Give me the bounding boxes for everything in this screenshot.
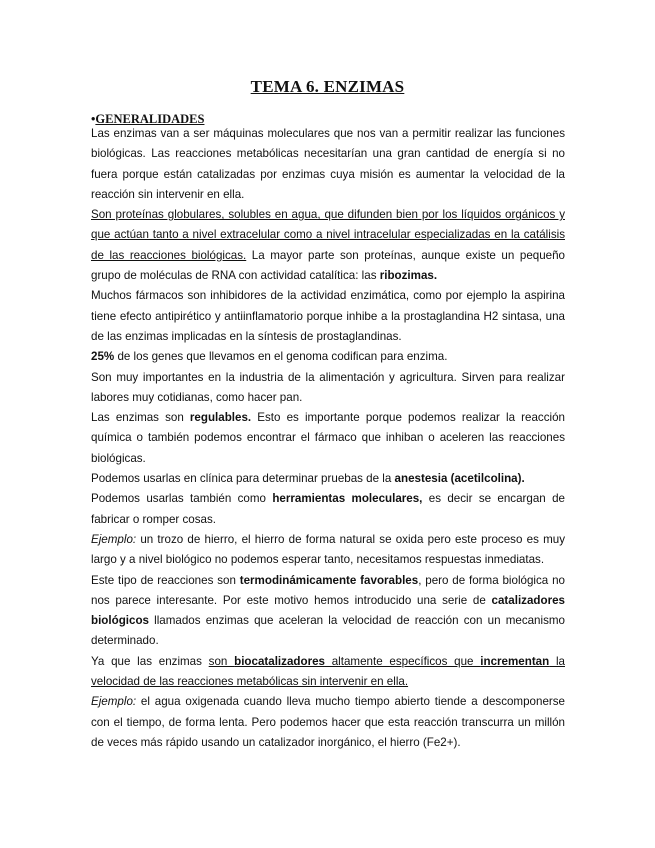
underlined-text: son [208,654,235,668]
paragraph-tools [91,489,565,530]
paragraph-text: Esto es importante porque podemos realizar la reacción química o también podemos encontrar el fármaco que inhiban o aceleren las reacciones biológicas. [91,411,565,465]
paragraph-text: el agua oxigenada cuando lleva mucho tiempo abierto tiende a descomponerse con el tiempo, de forma lenta. Pero podemos hacer que esta reacción transcurra un millón de veces más rápido usando un catalizador inorgánico, el hierro (Fe2+). [91,695,565,749]
paragraph-example-iron [91,530,565,571]
paragraph-biocatalysts [91,652,565,693]
paragraph-thermo [91,571,565,652]
bold-term: termodinámicamente favorables [239,573,419,587]
paragraph-text: Este tipo de reacciones son [91,573,240,587]
paragraph-example-peroxide [91,692,565,753]
underlined-text: altamente específicos que [324,654,481,668]
paragraph-text: llamados enzimas que aceleran la velocidad de reacción con un mecanismo determinado. [91,614,565,648]
paragraph-drugs [91,286,565,347]
bold-underlined-term: biocatalizadores [234,654,325,668]
paragraph-text: de los genes que llevamos en el genoma codifican para enzima. [114,350,448,364]
underlined-definition: Son proteínas globulares, solubles en agua, que difunden bien por los líquidos orgánicos y que actúan tanto a nivel extracelular como a nivel intracelular especializadas en la catálisis de las reacciones biológicas. [91,208,565,262]
paragraph-text: Son muy importantes en la industria de la alimentación y agricultura. Sirven para realizar labores muy cotidianas, como hacer pan. [91,370,565,404]
paragraph-text: Las enzimas son [91,411,190,425]
paragraph-text: Las enzimas van a ser máquinas moleculares que nos van a permitir realizar las funciones biológicas. Las reacciones metabólicas necesitarían una gran cantidad de energía si no fuera porque están catalizadas por enzimas cuya misión es aumentar la velocidad de la reacción sin intervenir en ella. [91,127,565,201]
paragraph-text: Podemos usarlas también como [91,492,273,506]
paragraph-text: Podemos usarlas en clínica para determinar pruebas de la [91,472,395,486]
bold-term: anestesia (acetilcolina). [394,472,525,486]
bold-underlined-term: incrementan [480,654,550,668]
paragraph-genes [91,347,565,367]
document-title: TEMA 6. ENZIMAS [250,77,405,96]
bullet-icon: • [91,112,96,126]
bold-term: herramientas moleculares, [272,492,423,506]
paragraph-proteins [91,205,565,286]
paragraph-text: Muchos fármacos son inhibidores de la actividad enzimática, como por ejemplo la aspirina tiene efecto antipirético y antiinflamatorio porque inhibe a la prostaglandina H2 sintasa, una de las enzimas implicadas en la síntesis de prostaglandinas. [91,289,565,343]
example-label: Ejemplo: [91,695,137,709]
section-label: GENERALIDADES [95,112,205,126]
paragraph-text: , pero de forma biológica no nos parece interesante. Por este motivo hemos introducido una serie de [91,573,565,607]
bold-term: regulables. [189,411,252,425]
paragraph-clinic [91,469,565,489]
paragraph-industry [91,368,565,409]
example-label: Ejemplo: [91,532,137,546]
document-body [91,124,565,753]
paragraph-text: Ya que las enzimas [91,654,209,668]
paragraph-text: un trozo de hierro, el hierro de forma natural se oxida pero este proceso es muy largo y a nivel biológico no podemos esperar tanto, necesitamos respuestas inmediatas. [91,532,565,567]
underlined-text: la velocidad de las reacciones metabólicas sin intervenir en ella. [91,654,565,689]
paragraph-text: La mayor parte son proteínas, aunque existe un pequeño grupo de moléculas de RNA con actividad catalítica: las [91,248,566,283]
paragraph-text: es decir se encargan de fabricar o romper cosas. [91,492,565,526]
paragraph-intro [91,124,565,205]
bold-term: 25% [91,350,115,364]
bold-term: catalizadores biológicos [91,593,565,628]
paragraph-regulable [91,408,565,469]
bold-term: ribozimas. [379,269,438,283]
